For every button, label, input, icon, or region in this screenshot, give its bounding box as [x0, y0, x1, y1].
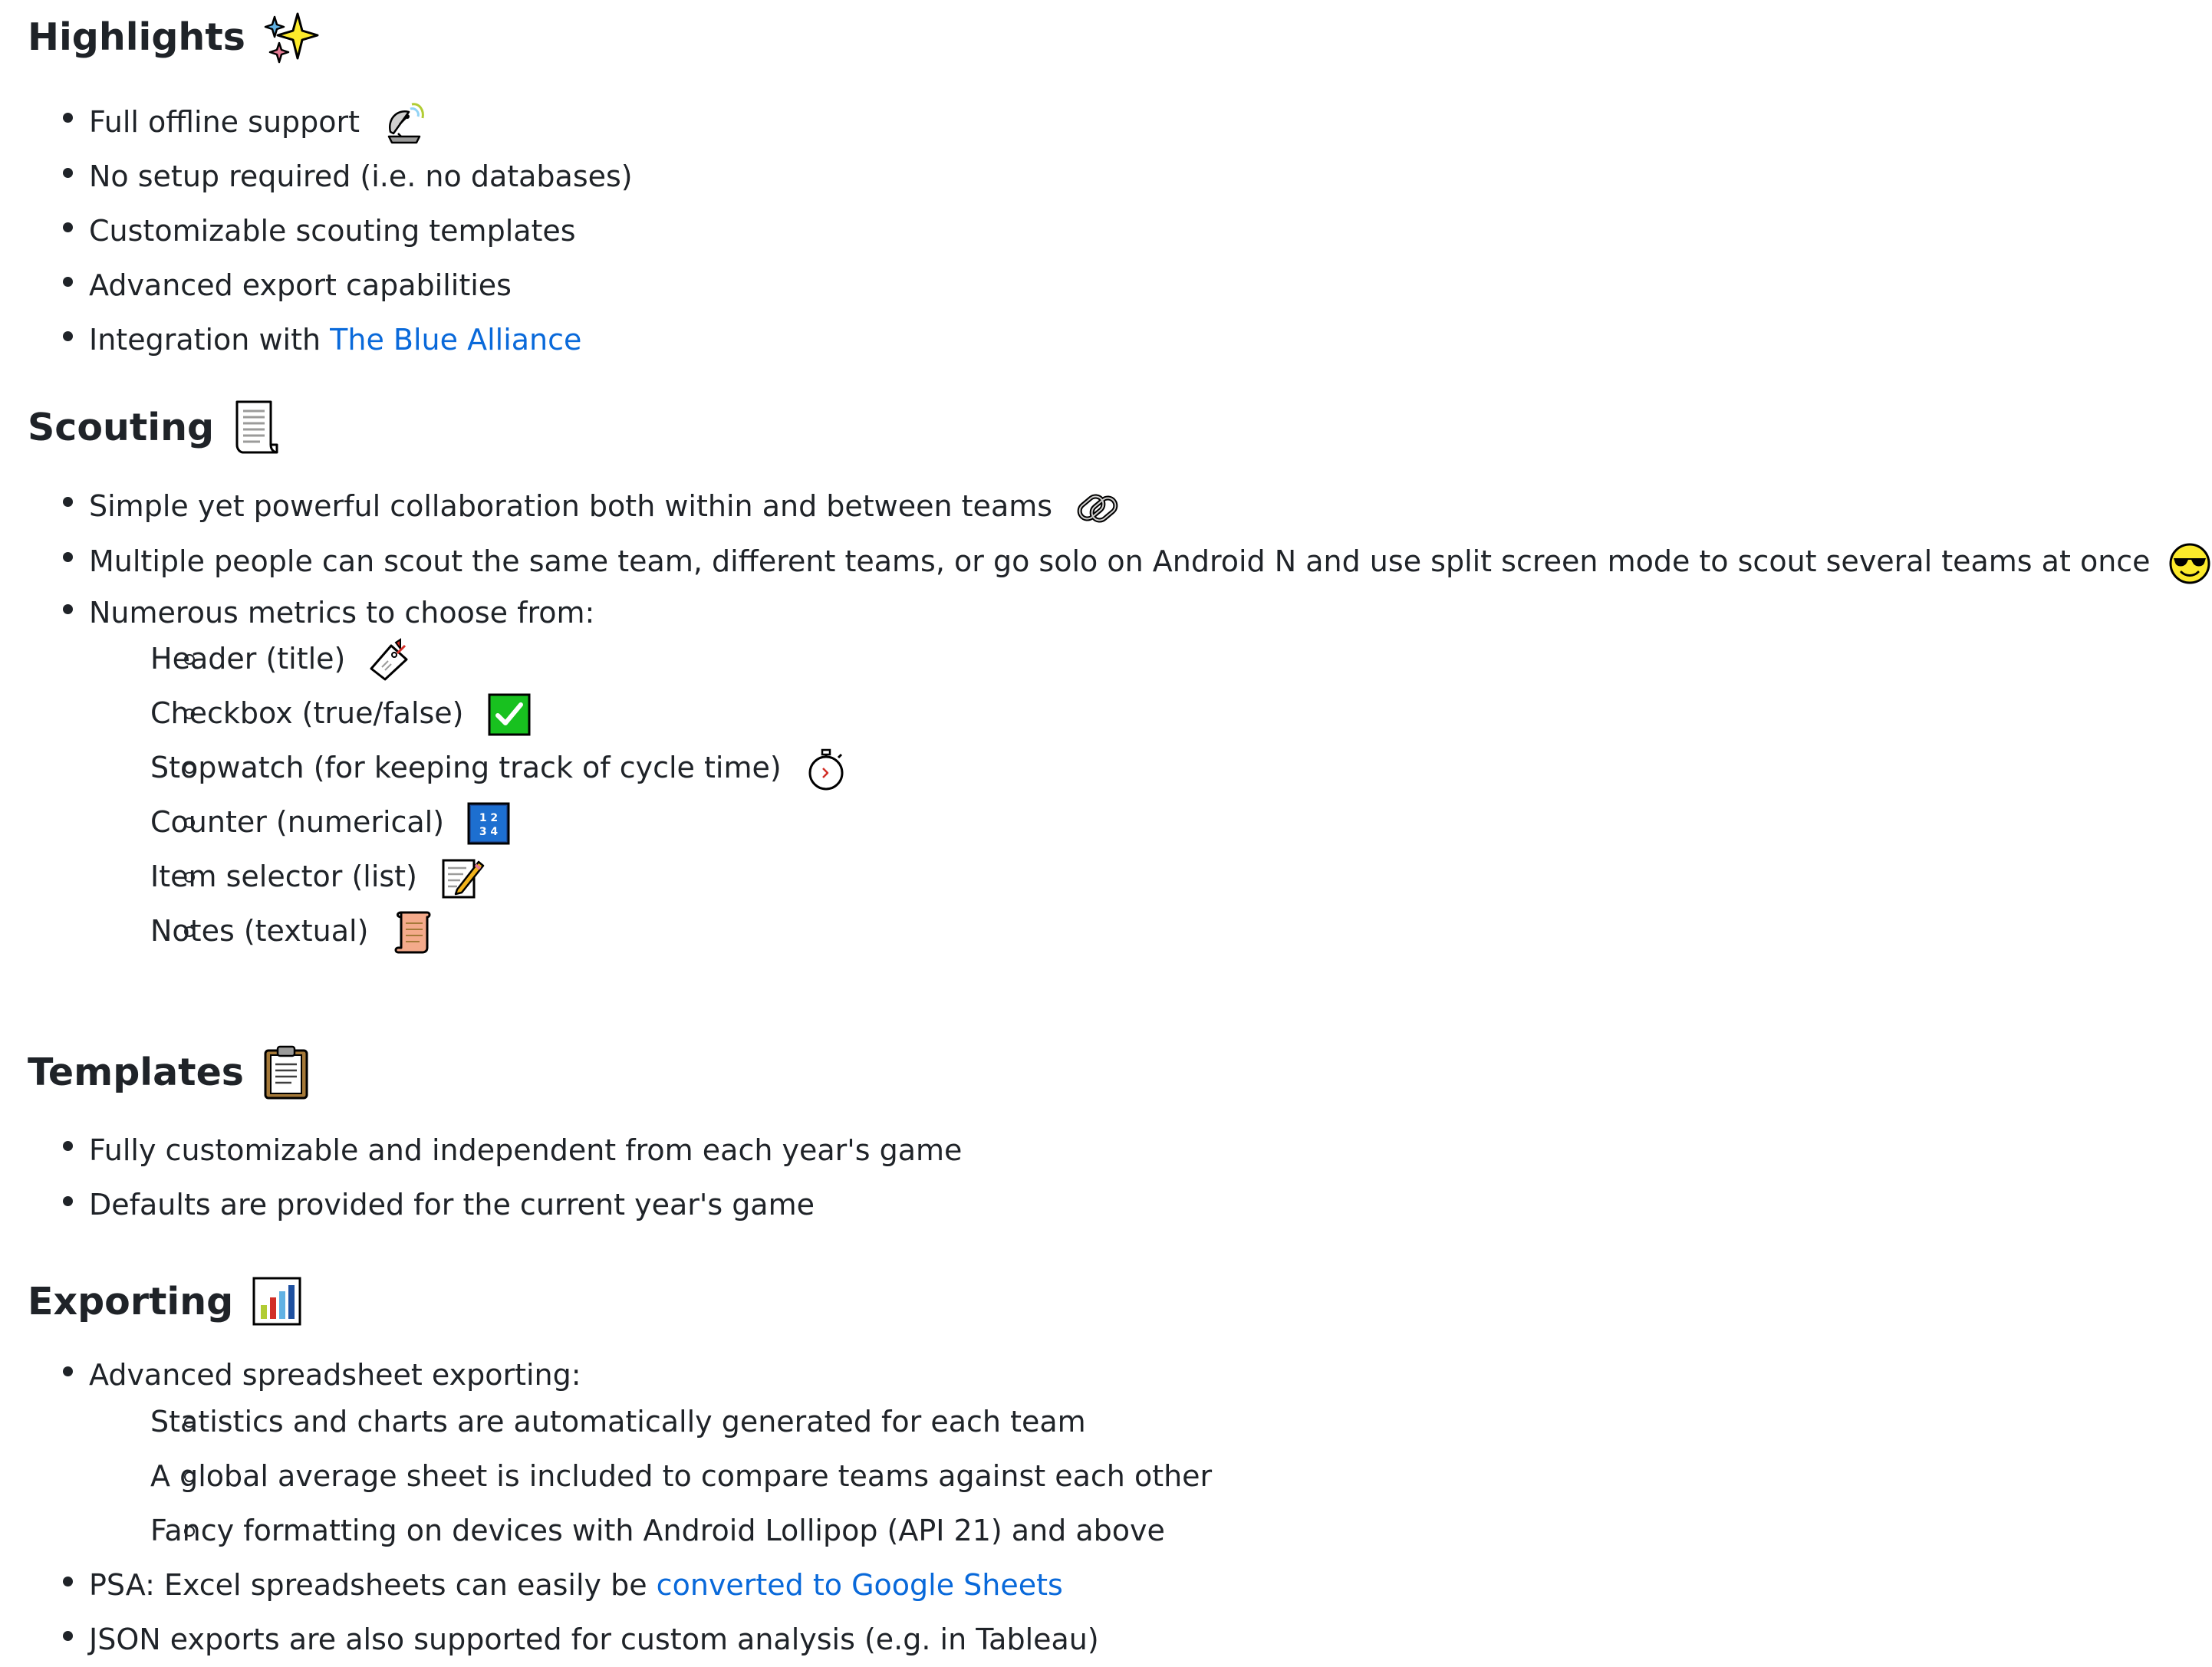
list-item: Item selector (list) — [89, 850, 1738, 904]
exporting-sublist — [89, 1395, 1212, 1558]
google-sheets-link[interactable]: converted to Google Sheets — [656, 1568, 1063, 1602]
list-item: Stopwatch (for keeping track of cycle time) — [89, 741, 1738, 795]
sparkles-icon — [264, 9, 319, 64]
exporting-heading — [28, 1276, 1212, 1327]
exporting-title: Exporting — [28, 1279, 234, 1323]
link-icon — [1075, 486, 1120, 531]
check-mark-icon — [487, 692, 532, 737]
list-item: Fancy formatting on devices with Android Lollipop (API 21) and above — [89, 1504, 1212, 1558]
scouting-list — [28, 478, 2151, 958]
memo-icon — [440, 856, 485, 900]
list-item: Advanced spreadsheet exporting: Statistics and charts are automatically generated for each team A global average sheet is included to compare teams against each other Fancy formatting on devices with Android Lollipop (API 21) and above — [28, 1348, 1212, 1558]
scouting-heading — [28, 399, 1738, 455]
list-item: Counter (numerical) 1 2 3 4 — [89, 795, 1738, 850]
highlights-heading — [28, 9, 633, 64]
svg-text:3 4: 3 4 — [479, 826, 499, 838]
list-item: A global average sheet is included to compare teams against each other — [89, 1449, 1212, 1504]
highlights-list — [28, 94, 633, 367]
clipboard-icon — [262, 1044, 310, 1100]
list-item: Defaults are provided for the current year's game — [28, 1178, 962, 1232]
list-item: Statistics and charts are automatically generated for each team — [89, 1395, 1212, 1449]
templates-title: Templates — [28, 1050, 244, 1094]
bookmark-icon — [368, 638, 413, 682]
list-item: Customizable scouting templates — [28, 204, 633, 258]
metrics-list — [89, 632, 1738, 958]
stopwatch-icon — [805, 747, 848, 791]
list-item: No setup required (i.e. no databases) — [28, 150, 633, 204]
list-item: Header (title) — [89, 632, 1738, 686]
exporting-section — [28, 1276, 1212, 1667]
numbers-icon — [467, 802, 510, 845]
templates-section — [28, 1044, 962, 1232]
list-item: Advanced export capabilities — [28, 258, 633, 313]
list-item: PSA: Excel spreadsheets can easily be converted to Google Sheets — [28, 1558, 1212, 1613]
list-item: Full offline support — [28, 94, 633, 150]
list-item: Fully customizable and independent from each year's game — [28, 1123, 962, 1178]
blue-alliance-link[interactable]: The Blue Alliance — [330, 323, 582, 357]
list-item: Multiple people can scout the same team, different teams, or go solo on Android N and use split screen mode to scout several teams at once — [28, 534, 1738, 586]
templates-list — [28, 1123, 962, 1232]
list-item: Simple yet powerful collaboration both within and between teams — [28, 478, 1738, 534]
scroll-icon — [392, 909, 435, 955]
sunglasses-face-icon — [2168, 541, 2212, 586]
scouting-title: Scouting — [28, 405, 215, 449]
bar-chart-icon — [252, 1276, 302, 1327]
list-item: JSON exports are also supported for custom analysis (e.g. in Tableau) — [28, 1613, 1212, 1667]
highlights-title: Highlights — [28, 15, 245, 59]
page-icon — [232, 399, 281, 455]
exporting-list — [28, 1348, 1212, 1667]
list-item: Numerous metrics to choose from: Header (title) Checkbox (true/false) Stopwatch (for keeping track of cycle time) Counter (numerical) 1 2 3 4 Item selector (list) Notes (textual) — [28, 586, 1738, 958]
list-item: Integration with The Blue Alliance — [28, 313, 633, 367]
svg-text:1 2: 1 2 — [479, 812, 499, 824]
highlights-section — [28, 9, 633, 367]
templates-heading — [28, 1044, 962, 1100]
list-item: Notes (textual) — [89, 904, 1738, 958]
list-item: Checkbox (true/false) — [89, 686, 1738, 741]
scouting-section — [28, 399, 2151, 958]
satellite-dish-icon — [383, 103, 426, 146]
